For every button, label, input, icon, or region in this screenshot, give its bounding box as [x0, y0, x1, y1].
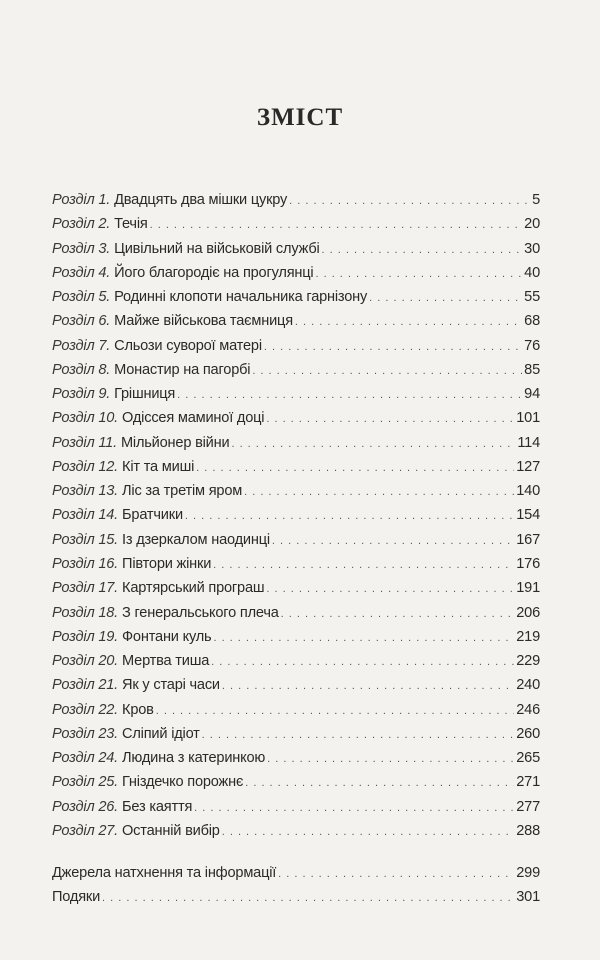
dot-leader [252, 365, 522, 377]
toc-entry [52, 605, 540, 629]
page-number: 114 [517, 434, 540, 451]
chapter-title: Двадцять два мішки цукру [114, 192, 288, 208]
dot-leader [266, 583, 514, 595]
dot-leader [266, 413, 514, 425]
chapter-label: Розділ 1. [52, 192, 111, 208]
chapter-label: Розділ 18. [52, 604, 119, 621]
page-number: 94 [524, 386, 540, 403]
chapter-label: Розділ 10. [52, 410, 119, 427]
dot-leader [150, 219, 523, 231]
table-of-contents [52, 192, 540, 847]
page-title: ЗМІСТ [256, 104, 344, 131]
page-number: 40 [524, 264, 540, 281]
chapter-title: Людина з катеринкою [122, 750, 266, 767]
page-number: 127 [516, 458, 540, 475]
toc-entry [52, 889, 540, 913]
dot-leader [322, 244, 523, 256]
toc-entry [52, 677, 540, 701]
dot-leader [295, 316, 522, 328]
page-number: 5 [532, 192, 540, 208]
dot-leader [177, 389, 522, 401]
chapter-label: Розділ 13. [52, 483, 119, 500]
page-number: 299 [516, 865, 540, 881]
chapter-label: Розділ 2. [52, 216, 111, 233]
page-number: 191 [516, 580, 540, 597]
chapter-label: Розділ 3. [52, 240, 111, 257]
chapter-title: Братчики [122, 507, 183, 524]
chapter-title: Майже військова таємниця [114, 313, 293, 330]
toc-entry [52, 702, 540, 726]
chapter-title: Картярський програш [122, 580, 265, 597]
chapter-label: Розділ 24. [52, 750, 119, 767]
page-number: 288 [516, 822, 540, 839]
toc-entry [52, 750, 540, 774]
toc-entry [52, 216, 540, 240]
chapter-title: Цивільний на військовій службі [114, 240, 320, 257]
chapter-title: Його благородіє на прогулянці [114, 264, 314, 281]
dot-leader [102, 892, 514, 904]
chapter-title: Фонтани куль [122, 628, 212, 645]
page-number: 240 [516, 677, 540, 694]
toc-entry [52, 483, 540, 507]
toc-entry [52, 265, 540, 289]
dot-leader [213, 632, 514, 644]
chapter-label: Розділ 23. [52, 725, 119, 742]
toc-entry [52, 799, 540, 823]
toc-entry [52, 289, 540, 313]
toc-entry [52, 459, 540, 483]
chapter-label: Розділ 27. [52, 822, 119, 839]
chapter-title: Кров [122, 701, 154, 718]
chapter-label: Розділ 19. [52, 628, 119, 645]
chapter-label: Розділ 14. [52, 507, 119, 524]
toc-entry [52, 313, 540, 337]
toc-entry [52, 192, 540, 216]
chapter-label: Розділ 12. [52, 458, 119, 475]
dot-leader [272, 535, 514, 547]
chapter-label: Розділ 22. [52, 701, 119, 718]
chapter-label: Розділ 20. [52, 653, 119, 670]
toc-entry [52, 362, 540, 386]
chapter-title: Мертва тиша [122, 653, 210, 670]
dot-leader [289, 195, 530, 207]
dot-leader [369, 292, 522, 304]
chapter-label: Розділ 8. [52, 361, 111, 378]
toc-entry [52, 507, 540, 531]
dot-leader [281, 608, 515, 620]
toc-entry [52, 386, 540, 410]
page-number: 271 [516, 774, 540, 791]
toc-entry [52, 338, 540, 362]
chapter-label: Розділ 17. [52, 580, 119, 597]
page-number: 246 [516, 701, 540, 718]
section-title: Подяки [52, 889, 101, 906]
dot-leader [213, 559, 514, 571]
toc-entry [52, 629, 540, 653]
chapter-title: Гніздечко порожнє [122, 774, 244, 791]
chapter-title: Грішниця [114, 386, 176, 403]
toc-entry [52, 410, 540, 434]
page-number: 55 [524, 289, 540, 306]
chapter-title: Останній вибір [122, 822, 220, 839]
chapter-title: Без каяття [122, 798, 193, 815]
chapter-title: Сліпий ідіот [122, 725, 200, 742]
chapter-title: Ліс за третім яром [122, 483, 243, 500]
toc-entry [52, 241, 540, 265]
page-number: 260 [516, 725, 540, 742]
chapter-title: Течія [114, 216, 148, 233]
dot-leader [222, 826, 515, 838]
page-number: 219 [516, 628, 540, 645]
toc-entry [52, 823, 540, 847]
dot-leader [196, 462, 514, 474]
chapter-label: Розділ 15. [52, 531, 119, 548]
toc-entry [52, 653, 540, 677]
toc-entry [52, 774, 540, 798]
page-number: 229 [516, 653, 540, 670]
dot-leader [231, 438, 515, 450]
page-number: 68 [524, 313, 540, 330]
page-number: 277 [516, 798, 540, 815]
chapter-title: Як у старі часи [122, 677, 220, 694]
dot-leader [264, 341, 522, 353]
chapter-title: Сльози суворої матері [114, 337, 262, 354]
chapter-label: Розділ 26. [52, 798, 119, 815]
dot-leader [202, 729, 515, 741]
dot-leader [194, 802, 514, 814]
chapter-title: Мільйонер війни [120, 434, 230, 451]
chapter-label: Розділ 5. [52, 289, 111, 306]
dot-leader [278, 868, 514, 880]
page-number: 176 [516, 555, 540, 572]
toc-entry [52, 865, 540, 889]
chapter-label: Розділ 9. [52, 386, 111, 403]
page-number: 30 [524, 240, 540, 257]
page-number: 101 [516, 410, 540, 427]
page-number: 20 [524, 216, 540, 233]
chapter-label: Розділ 11. [52, 434, 117, 451]
dot-leader [315, 268, 522, 280]
section-title: Джерела натхнення та інформації [52, 865, 277, 881]
chapter-label: Розділ 21. [52, 677, 119, 694]
toc-entry [52, 556, 540, 580]
page-number: 140 [516, 483, 540, 500]
dot-leader [185, 510, 514, 522]
page-number: 301 [516, 889, 540, 906]
dot-leader [245, 777, 514, 789]
page-number: 76 [524, 337, 540, 354]
chapter-title: Монастир на пагорбі [114, 361, 251, 378]
toc-entry [52, 726, 540, 750]
chapter-label: Розділ 4. [52, 264, 111, 281]
toc-entry [52, 532, 540, 556]
dot-leader [211, 656, 514, 668]
chapter-title: Одіссея маминої доці [122, 410, 265, 427]
dot-leader [156, 705, 515, 717]
chapter-label: Розділ 16. [52, 555, 119, 572]
dot-leader [244, 486, 514, 498]
chapter-title: Кіт та миші [122, 458, 195, 475]
chapter-label: Розділ 7. [52, 337, 111, 354]
chapter-label: Розділ 6. [52, 313, 111, 330]
toc-entry [52, 435, 540, 459]
chapter-title: Родинні клопоти начальника гарнізону [114, 289, 368, 306]
toc-appendix [52, 865, 540, 914]
page-number: 206 [516, 604, 540, 621]
page-number: 167 [516, 531, 540, 548]
page-number: 154 [516, 507, 540, 524]
chapter-title: З генеральського плеча [122, 604, 279, 621]
toc-entry [52, 580, 540, 604]
chapter-label: Розділ 25. [52, 774, 119, 791]
dot-leader [267, 753, 514, 765]
chapter-title: Півтори жінки [122, 555, 212, 572]
page-number: 265 [516, 750, 540, 767]
dot-leader [222, 680, 514, 692]
page-number: 85 [524, 361, 540, 378]
chapter-title: Із дзеркалом наодинці [122, 531, 270, 548]
